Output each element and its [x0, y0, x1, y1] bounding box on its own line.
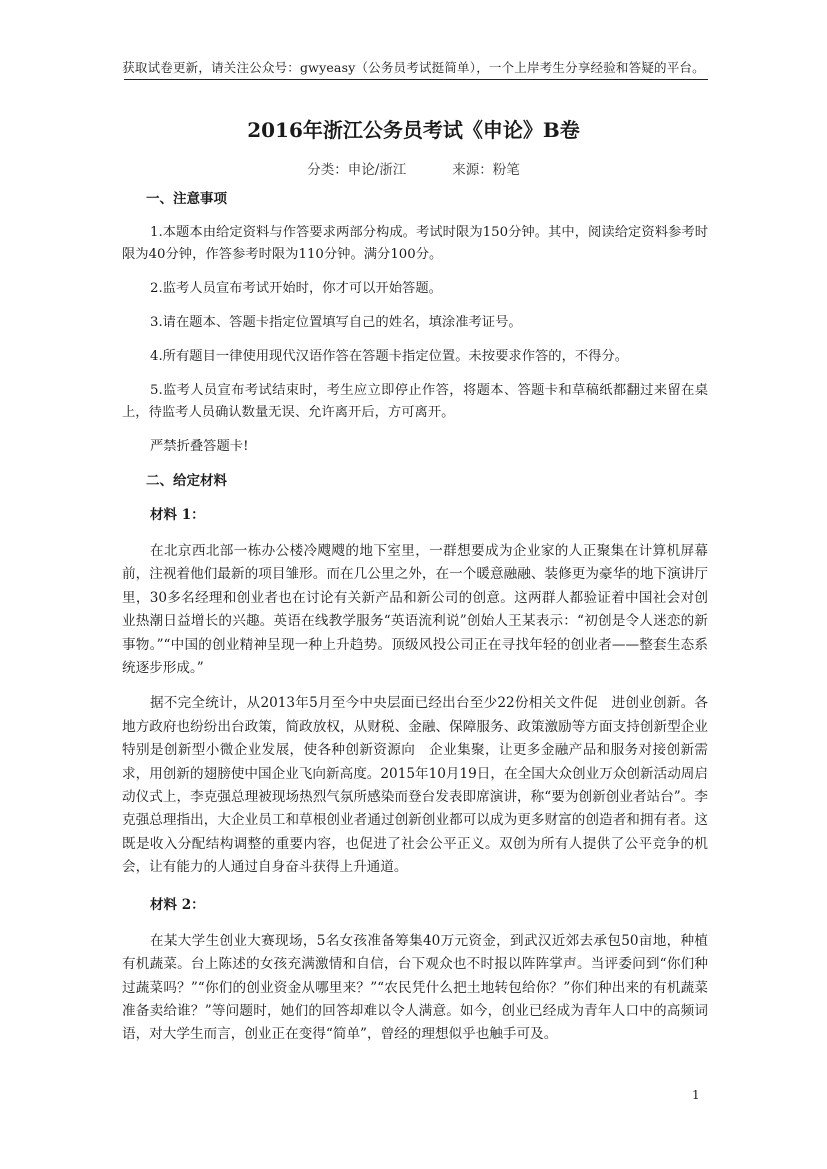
notice-item-1: 1.本题本由给定资料与作答要求两部分构成。考试时限为150分钟。其中，阅读给定资料参考时限为40分钟，作答参考时限为110分钟。满分100分。: [122, 225, 708, 262]
section-heading-materials: 二、给定材料: [146, 473, 227, 489]
section-heading-notice: 一、注意事项: [146, 191, 227, 207]
notice-item-4: 4.所有题目一律使用现代汉语作答在答题卡指定位置。未按要求作答的，不得分。: [150, 349, 629, 364]
material-1-label: 材料 1：: [150, 507, 205, 523]
header-note: 获取试卷更新，请关注公众号：gwyeasy（公务员考试挺简单），一个上岸考生分享经验和答疑的平台。: [122, 60, 705, 75]
notice-warning: 严禁折叠答题卡!: [150, 439, 249, 454]
material-2-label: 材料 2：: [150, 896, 205, 913]
meta-line: [0, 158, 827, 178]
notice-item-3: 3.请在题本、答题卡指定位置填写自己的姓名，填涂准考证号。: [150, 315, 522, 330]
material-1-paragraph-1: 在北京西北部一栋办公楼冷飕飕的地下室里，一群想要成为企业家的人正聚集在计算机屏幕前，注视着他们最新的项目雏形。而在几公里之外，在一个暖意融融、装修更为豪华的地下演讲厅里，30多名经理和创业者也在讨论有关新产品和新公司的创意。这两群人都验证着中国社会对创业热潮日益增长的兴趣。英语在线教学服务“英语流利说”创始人王某表示：“初创是令人迷恋的新事物。”“中国的创业精神呈现一种上升趋势。顶级风投公司正在寻找年轻的创业者——整套生态系统逐步形成。”: [122, 543, 708, 677]
page-title: 2016年浙江公务员考试《申论》B卷: [247, 118, 580, 142]
source-label: 来源：粉笔: [452, 162, 520, 178]
material-1-paragraph-2: 据不完全统计，从2013年5月至今中央层面已经出台至少22份相关文件促 进创业创新。各地方政府也纷纷出台政策，简政放权，从财税、金融、保障服务、政策激励等方面支持创新型企业特别是创新型小微企业发展，使各种创新资源向 企业集聚，让更多金融产品和服务对接创新需求，用创新的翅膀使中国企业飞向新高度。2015年10月19日，在全国大众创业万众创新活动周启动仪式上，李克强总理被现场热烈气氛所感染而登台发表即席演讲，称“要为创新创业者站台”。李克强总理指出，大企业员工和草根创业者通过创新创业都可以成为更多财富的创造者和拥有者。这既是收入分配结构调整的重要内容，也促进了社会公平正义。双创为所有人提供了公平竞争的机会，让有能力的人通过自身奋斗获得上升通道。: [122, 695, 708, 876]
notice-item-2: 2.监考人员宣布考试开始时，你才可以开始答题。: [150, 281, 442, 296]
category-label: 分类：申论/浙江: [307, 162, 407, 178]
header-divider: [124, 79, 708, 80]
document-body: [122, 188, 708, 1047]
page-number: 1: [692, 1088, 700, 1102]
material-2-paragraph-1: 在某大学生创业大赛现场，5名女孩准备筹集40万元资金，到武汉近郊去承包50亩地，种植有机蔬菜。台上陈述的女孩充满激情和自信，台下观众也不时报以阵阵掌声。当评委问到“你们种过蔬菜吗？”“你们的创业资金从哪里来？”“农民凭什么把土地转包给你？”你们种出来的有机蔬菜准备卖给谁？”等问题时，她们的回答却难以令人满意。如今，创业已经成为青年人口中的高频词语，对大学生而言，创业正在变得“简单”，曾经的理想似乎也触手可及。: [122, 932, 708, 1043]
notice-item-5: 5.监考人员宣布考试结束时，考生应立即停止作答，将题本、答题卡和草稿纸都翻过来留在桌上，待监考人员确认数量无误、允许离开后，方可离开。: [122, 383, 708, 420]
